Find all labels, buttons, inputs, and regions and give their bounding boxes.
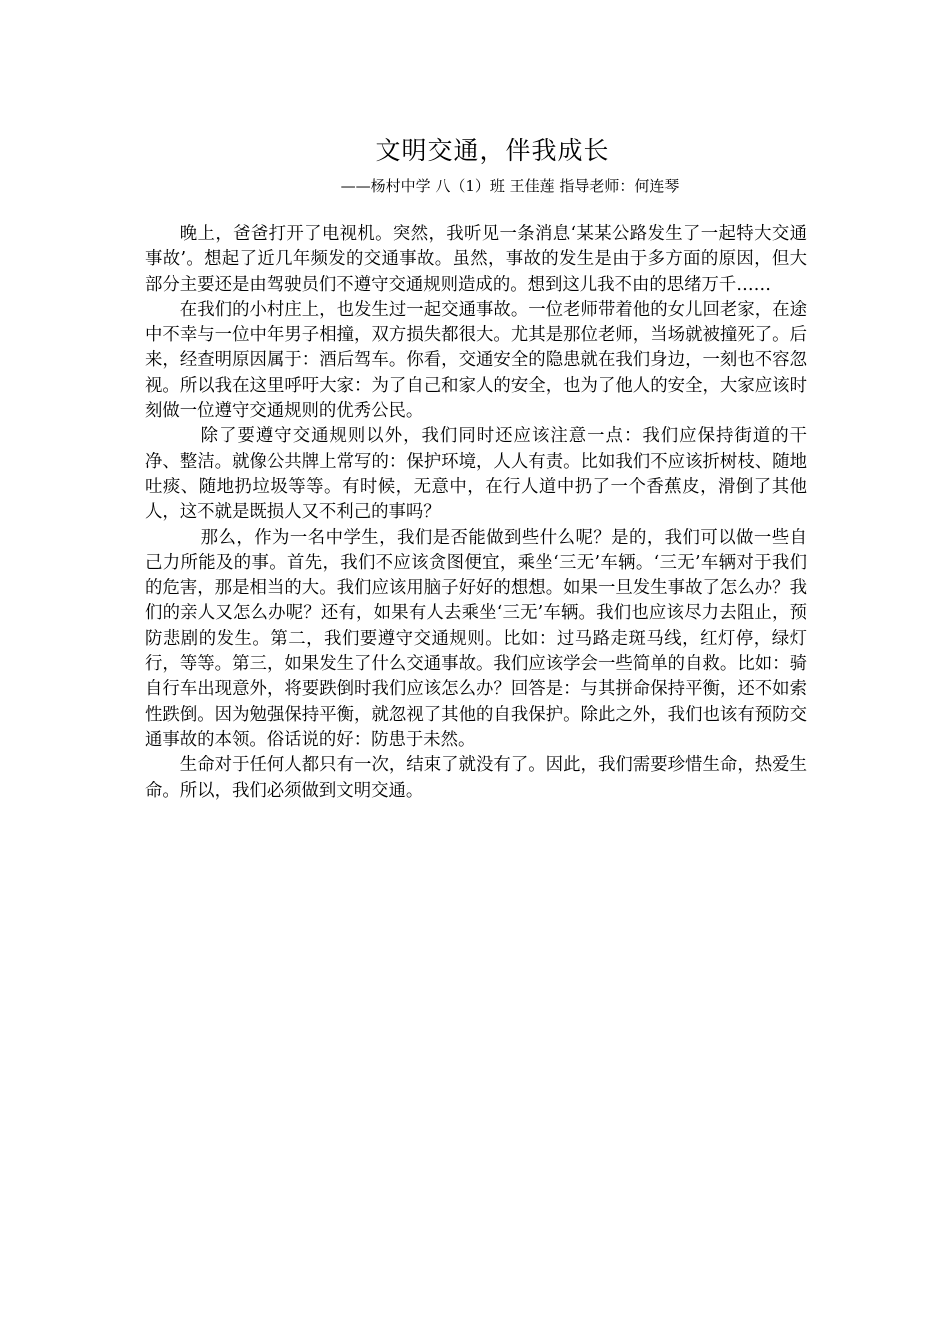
paragraph-1: 晚上，爸爸打开了电视机。突然，我听见一条消息‘某某公路发生了一起特大交通事故’。想起了近几年频发的交通事故。虽然，事故的发生是由于多方面的原因，但大部分主要还是由驾驶员们不遵守交通规则造成的。想到这儿我不由的思绪万千…… bbox=[145, 224, 807, 295]
document-subtitle: ——杨村中学 八（1）班 王佳莲 指导老师：何连琴 bbox=[340, 177, 680, 195]
document-body bbox=[145, 222, 807, 804]
paragraph-4: 那么，作为一名中学生，我们是否能做到些什么呢？是的，我们可以做一些自己力所能及的事。首先，我们不应该贪图便宜，乘坐‘三无’车辆。‘三无’车辆对于我们的危害，那是相当的大。我们应该用脑子好好的想想。如果一旦发生事故了怎么办？我们的亲人又怎么办呢？还有，如果有人去乘坐‘三无’车辆。我们也应该尽力去阻止，预防悲剧的发生。第二，我们要遵守交通规则。比如：过马路走斑马线，红灯停，绿灯行，等等。第三，如果发生了什么交通事故。我们应该学会一些简单的自救。比如：骑自行车出现意外，将要跌倒时我们应该怎么办？回答是：与其拼命保持平衡，还不如索性跌倒。因为勉强保持平衡，就忽视了其他的自我保护。除此之外，我们也该有预防交通事故的本领。俗话说的好：防患于未然。 bbox=[145, 527, 807, 750]
document-title: 文明交通，伴我成长 bbox=[375, 136, 610, 165]
paragraph-2: 在我们的小村庄上，也发生过一起交通事故。一位老师带着他的女儿回老家，在途中不幸与一位中年男子相撞，双方损失都很大。尤其是那位老师，当场就被撞死了。后来，经查明原因属于：酒后驾车。你看，交通安全的隐患就在我们身边，一刻也不容忽视。所以我在这里呼吁大家：为了自己和家人的安全，也为了他人的安全，大家应该时刻做一位遵守交通规则的优秀公民。 bbox=[145, 299, 807, 422]
paragraph-5: 生命对于任何人都只有一次，结束了就没有了。因此，我们需要珍惜生命，热爱生命。所以，我们必须做到文明交通。 bbox=[145, 755, 807, 801]
paragraph-3: 除了要遵守交通规则以外，我们同时还应该注意一点：我们应保持街道的干净、整洁。就像公共牌上常写的：保护环境，人人有责。比如我们不应该折树枝、随地吐痰、随地扔垃圾等等。有时候，无意中，在行人道中扔了一个香蕉皮，滑倒了其他人，这不就是既损人又不利己的事吗？ bbox=[145, 426, 807, 523]
